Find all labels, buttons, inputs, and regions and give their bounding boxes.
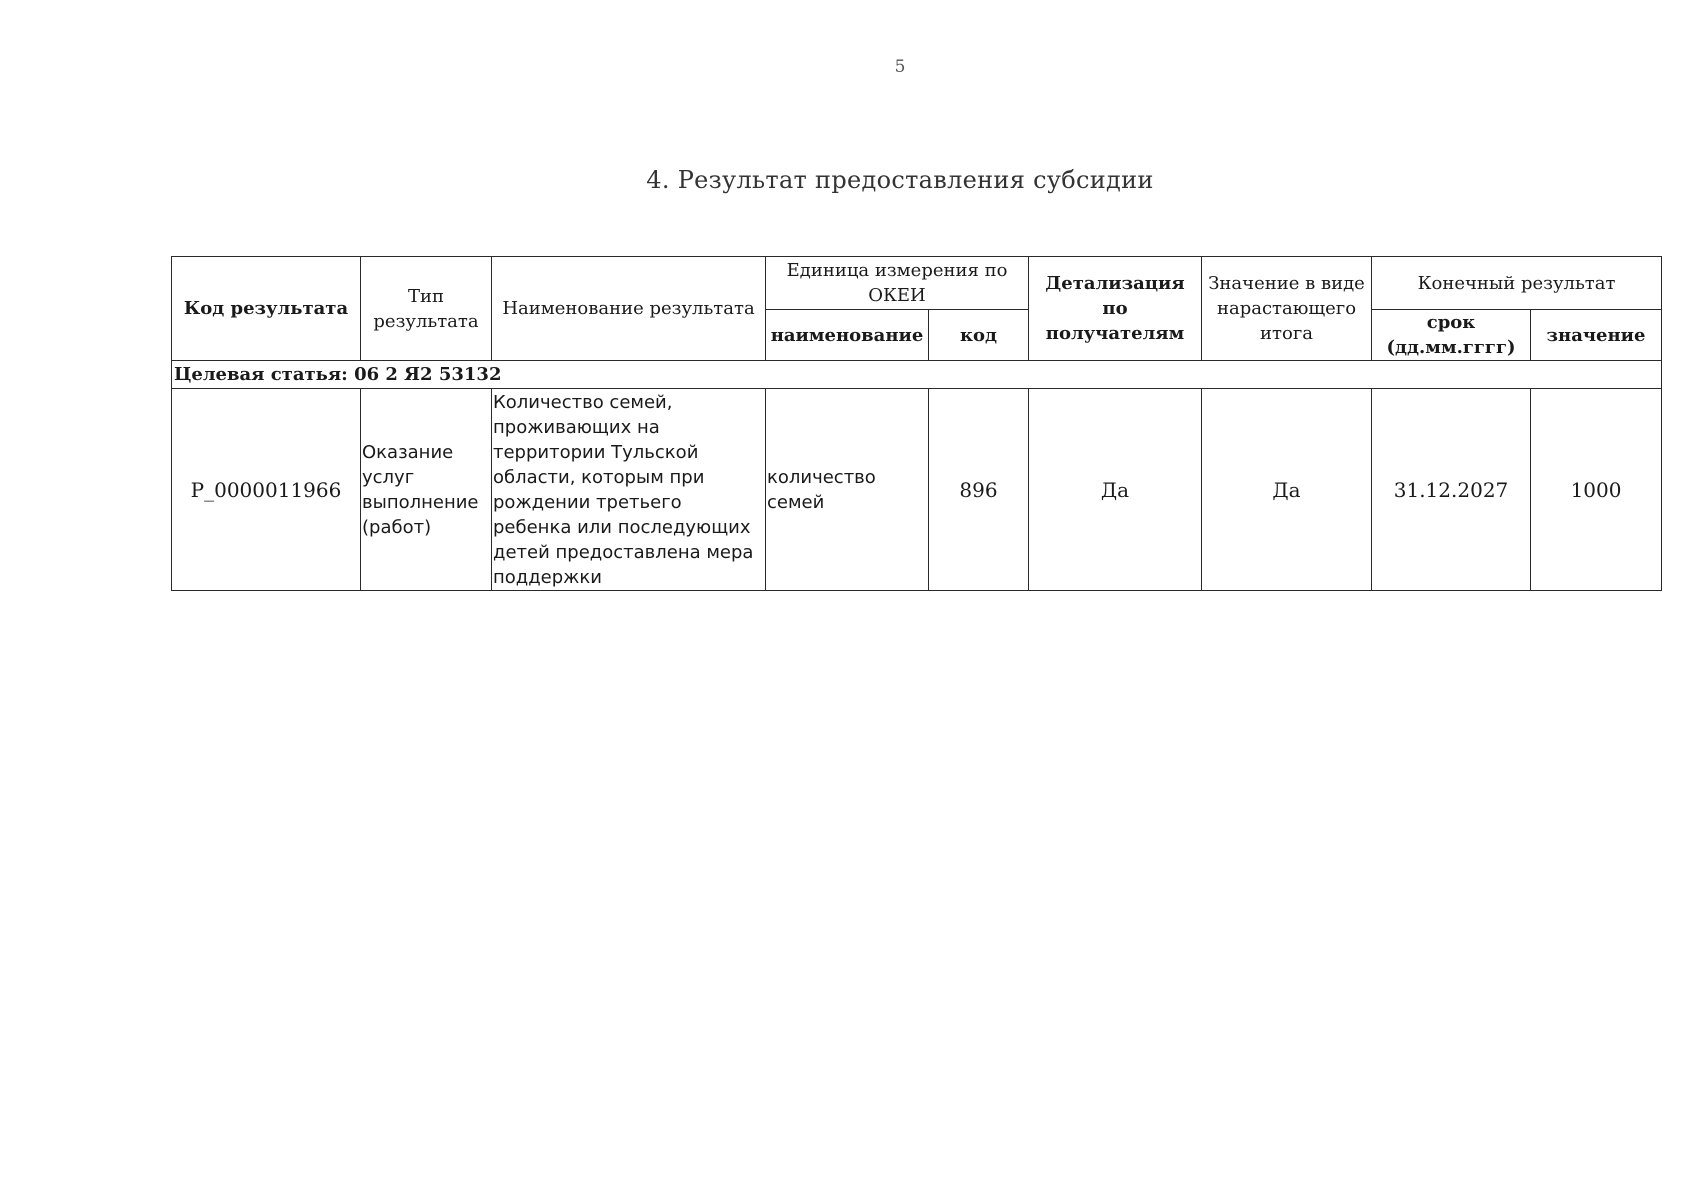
- cell-final-value: 1000: [1531, 389, 1662, 591]
- header-detail: Детализация по получателям: [1029, 257, 1202, 361]
- table-row: [172, 389, 1662, 591]
- header-final-value: значение: [1531, 310, 1662, 361]
- results-table: [171, 256, 1662, 591]
- cell-type: Оказание услуг выполнение (работ): [361, 389, 492, 591]
- section-title: 4. Результат предоставления субсидии: [646, 166, 1154, 194]
- cell-detail: Да: [1029, 389, 1202, 591]
- cell-unit-name: количество семей: [766, 389, 929, 591]
- header-type: Тип результата: [361, 257, 492, 361]
- cell-final-date: 31.12.2027: [1372, 389, 1531, 591]
- cell-code: Р_0000011966: [172, 389, 361, 591]
- category-label: Целевая статья: 06 2 Я2 53132: [172, 361, 1662, 389]
- header-name: Наименование результата: [492, 257, 766, 361]
- header-final-date: срок (дд.мм.гггг): [1372, 310, 1531, 361]
- cell-unit-code: 896: [929, 389, 1029, 591]
- header-code: Код результата: [172, 257, 361, 361]
- cell-name: Количество семей, проживающих на территории Тульской области, которым при рождении третьего ребенка или последующих детей предоставлена мера поддержки: [492, 389, 766, 591]
- header-cumulative: Значение в виде нарастающего итога: [1202, 257, 1372, 361]
- page-number: 5: [894, 57, 906, 77]
- header-unit-group: Единица измерения по ОКЕИ: [766, 257, 1029, 310]
- header-unit-name: наименование: [766, 310, 929, 361]
- table-header: [172, 257, 1662, 361]
- category-row: [172, 361, 1662, 389]
- header-final-group: Конечный результат: [1372, 257, 1662, 310]
- header-unit-code: код: [929, 310, 1029, 361]
- cell-cumulative: Да: [1202, 389, 1372, 591]
